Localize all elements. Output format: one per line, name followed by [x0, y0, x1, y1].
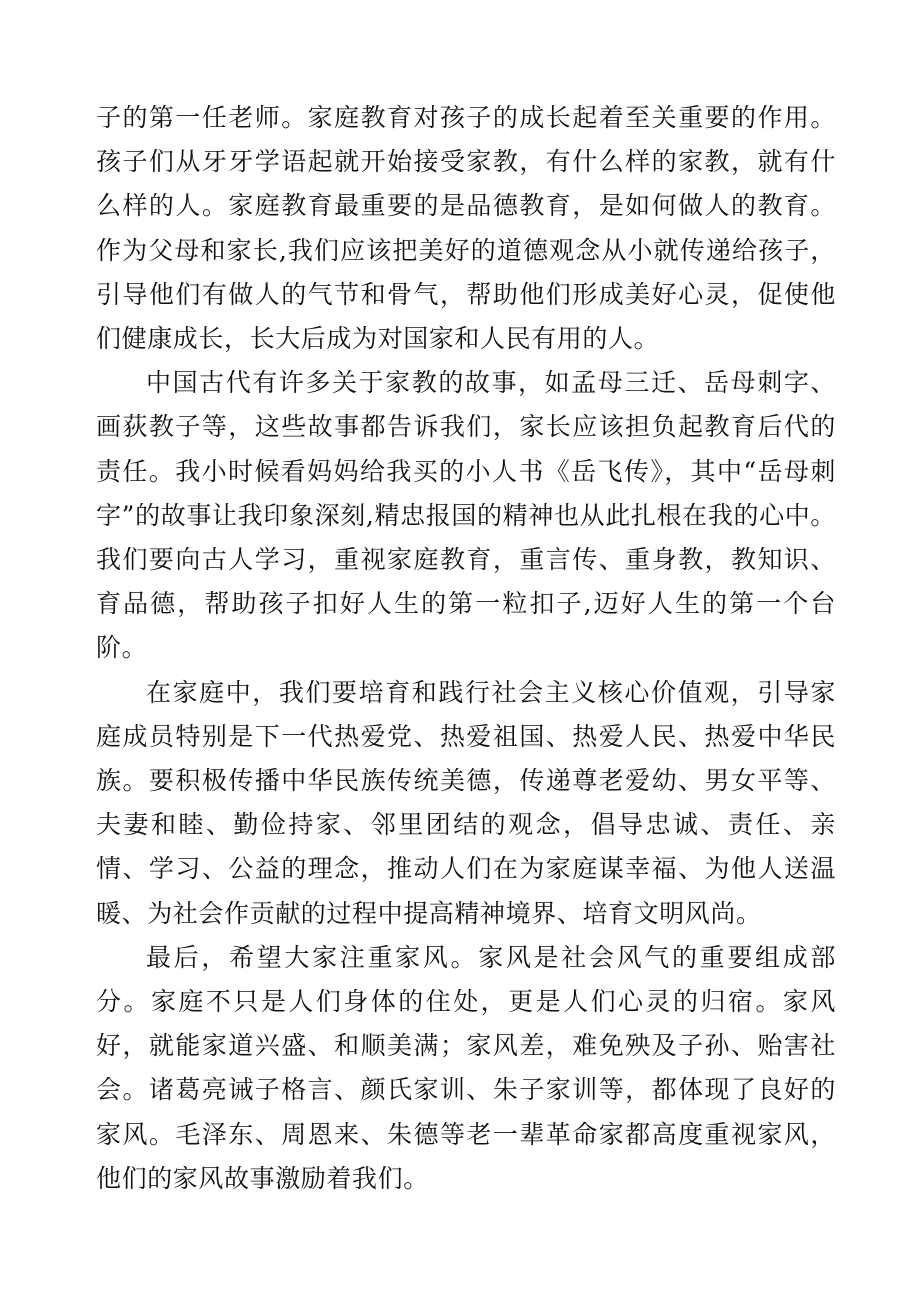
paragraph-family-tradition: 最后，希望大家注重家风。家风是社会风气的重要组成部分。家庭不只是人们身体的住处，更是人们心灵的归宿。家风好，就能家道兴盛、和顺美满；家风差，难免殃及子孙、贻害社会。诸葛亮诫子格言、颜氏家训、朱子家训等，都体现了良好的家风。毛泽东、周恩来、朱德等老一辈革命家都高度重视家风，他们的家风故事激励着我们。: [96, 942, 836, 1193]
paragraph-core-values: 在家庭中，我们要培育和践行社会主义核心价值观，引导家庭成员特别是下一代热爱党、热爱祖国、热爱人民、热爱中华民族。要积极传播中华民族传统美德，传递尊老爱幼、男女平等、夫妻和睦、勤俭持家、邻里团结的观念，倡导忠诚、责任、亲情、学习、公益的理念，推动人们在为家庭谋幸福、为他人送温暖、为社会作贡献的过程中提高精神境界、培育文明风尚。: [96, 677, 836, 928]
paragraph-continued: 子的第一任老师。家庭教育对孩子的成长起着至关重要的作用。孩子们从牙牙学语起就开始接受家教，有什么样的家教，就有什么样的人。家庭教育最重要的是品德教育，是如何做人的教育。作为父母和家长,我们应该把美好的道德观念从小就传递给孩子，引导他们有做人的气节和骨气，帮助他们形成美好心灵，促使他们健康成长，长大后成为对国家和人民有用的人。: [96, 103, 836, 354]
paragraph-ancient-family-stories: 中国古代有许多关于家教的故事，如孟母三迁、岳母刺字、画荻教子等，这些故事都告诉我们，家长应该担负起教育后代的责任。我小时候看妈妈给我买的小人书《岳飞传》，其中“岳母刺字”的故事让我印象深刻,精忠报国的精神也从此扎根在我的心中。我们要向古人学习，重视家庭教育，重言传、重身教，教知识、育品德，帮助孩子扣好人生的第一粒扣子,迈好人生的第一个台阶。: [96, 368, 836, 663]
document-body: [96, 96, 836, 1201]
